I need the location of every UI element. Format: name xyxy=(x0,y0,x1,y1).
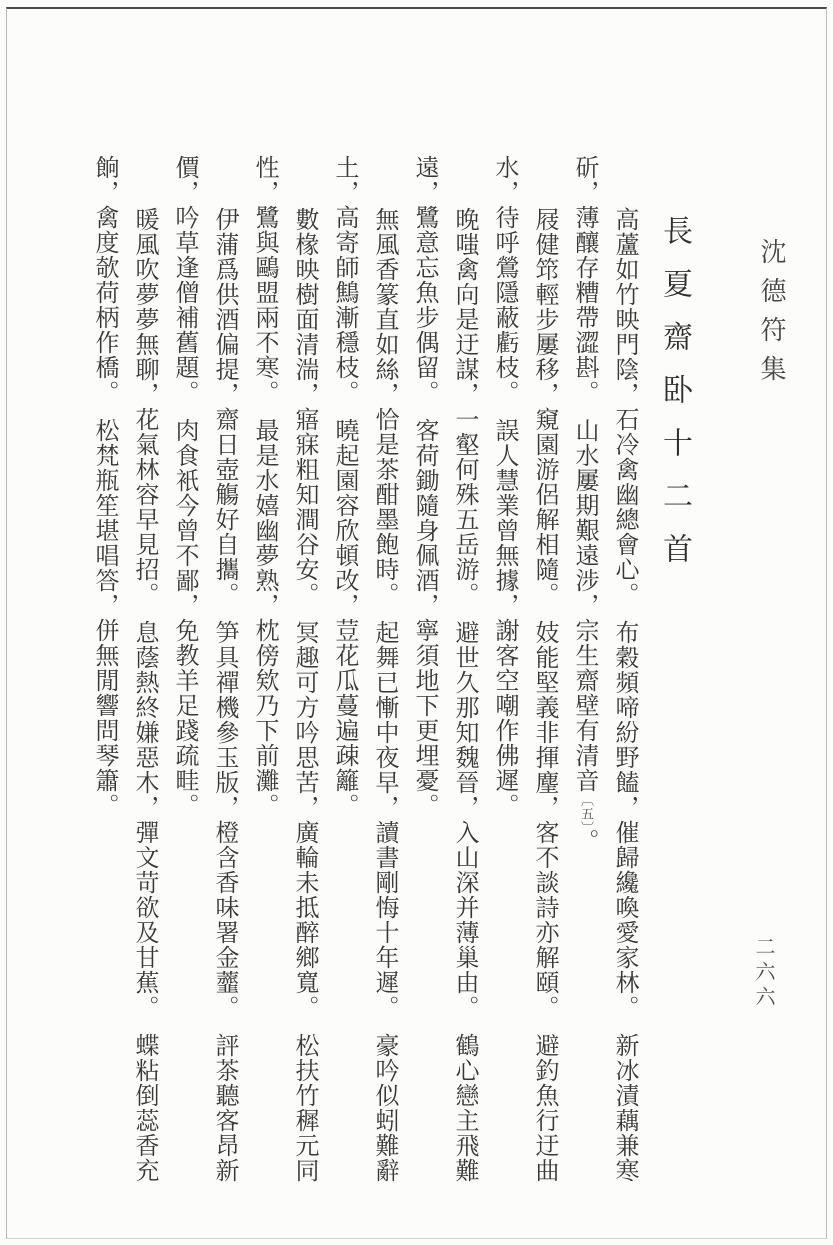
poem-body xyxy=(85,155,645,1240)
poem-column xyxy=(525,155,565,1240)
poem-text: 遠，鷺意忘魚步偶留。 客荷鋤隨身佩酒，寧須地下更埋憂。 xyxy=(411,155,439,818)
poem-text: 斫，薄釀存糟帶澀斟。 山水屢期艱遠涉，宗生齋壁有清音 xyxy=(571,155,599,793)
poem-column xyxy=(85,155,125,1240)
interlinear-note: 〔五〕 xyxy=(578,793,593,829)
poem-column xyxy=(565,155,605,1240)
poem-text: 。 xyxy=(571,828,599,854)
poem-text: 高蘆如竹映門陰，石冷禽幽總會心。 布穀頻啼紛野饁，催歸纔喚愛家林。 新冰漬藕兼寒 xyxy=(611,207,639,1183)
poem-title: 長夏齋卧十二首 xyxy=(657,215,692,586)
poem-column xyxy=(285,155,325,1240)
poem-text: 餉，禽度欹荷柄作橋。 松梵瓶笙堪唱答，併無閒響問琴簫。 xyxy=(91,155,119,818)
poem-text: 數椽映樹面清湍，寤寐粗知澗谷安。 冥趣可方吟思苦，廣輪未抵醉鄉寬。 松扶竹穉元同 xyxy=(291,207,319,1183)
poem-text: 伊蒲爲供酒偏提，齋日壺觴好自攜。 笋具禪機參玉版，橙含香味署金虀。 評茶聽客昂新 xyxy=(211,207,239,1183)
poem-text: 暖風吹夢夢無聊，花氣林容早見招。 息蔭熱終嫌惡木，彈文苛欲及甘蕉。 蝶粘倒蕊香充 xyxy=(131,207,159,1183)
poem-column xyxy=(125,155,165,1240)
page-number: 二六六 xyxy=(752,936,776,1011)
poem-column xyxy=(325,155,365,1240)
poem-text: 無風香篆直如絲，恰是茶酣墨飽時。 起舞已慚中夜早，讀書剛悔十年遲。 豪吟似蚓難辭 xyxy=(371,207,399,1183)
poem-column xyxy=(205,155,245,1240)
poem-column xyxy=(165,155,205,1240)
poem-text: 土，高寄師鷦漸穩枝。 曉起園容欣頓改，荳花瓜蔓遍疎籬。 xyxy=(331,155,359,818)
poem-column xyxy=(245,155,285,1240)
poem-text: 晚嗤禽向是迂謀，一壑何殊五岳游。 避世久那知魏晉，入山深并薄巢由。 鶴心戀主飛難 xyxy=(451,207,479,1183)
poem-column xyxy=(485,155,525,1240)
poem-column xyxy=(605,155,645,1240)
poem-text: 屐健筇輕步屢移，窺園游侶解相隨。 妓能堅義非揮麈，客不談詩亦解頤。 避釣魚行迂曲 xyxy=(531,207,559,1183)
book-title: 沈德符集 xyxy=(756,238,786,394)
poem-text: 價，吟草逢僧補舊題。 肉食衹今曾不鄙，免教羊足踐疏畦。 xyxy=(171,155,199,818)
poem-text: 水，待呼鶯隱蔽虧枝。 誤人慧業曾無據，謝客空嘲作佛遲。 xyxy=(491,155,519,818)
poem-column xyxy=(405,155,445,1240)
poem-column xyxy=(365,155,405,1240)
poem-column xyxy=(445,155,485,1240)
poem-text: 性，鷺與鷗盟兩不寒。 最是水嬉幽夢熟，枕傍欸乃下前灘。 xyxy=(251,155,279,818)
